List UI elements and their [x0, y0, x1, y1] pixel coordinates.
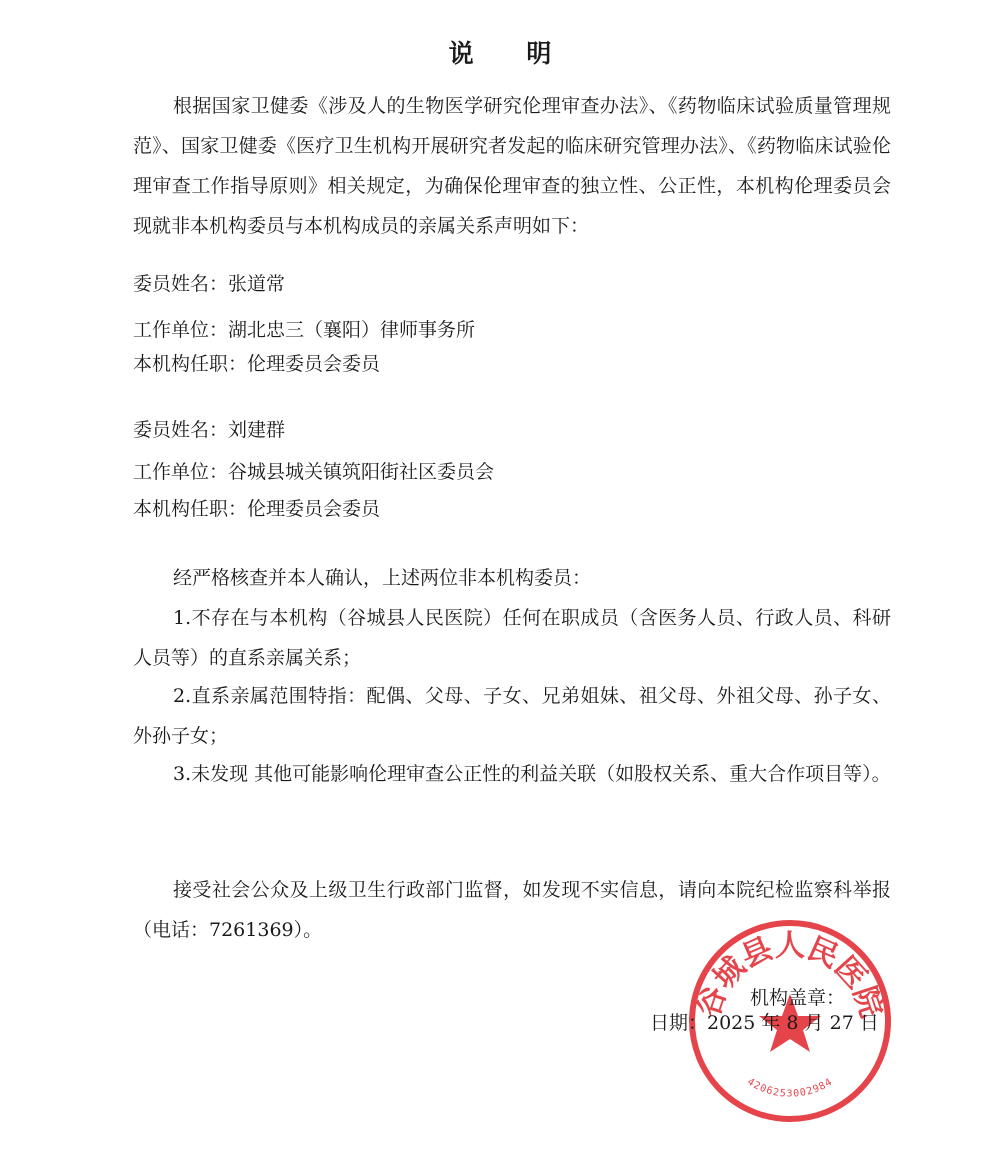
member-2-name: 委员姓名：刘建群: [133, 419, 286, 441]
member-1-unit: 工作单位：湖北忠三（襄阳）律师事务所: [133, 319, 476, 341]
item-3: 3.未发现 其他可能影响伦理审查公正性的利益关联（如股权关系、重大合作项目等）。: [173, 763, 891, 785]
member-2-role: 本机构任职：伦理委员会委员: [133, 498, 381, 520]
item-2: 2.直系亲属范围特指：配偶、父母、子女、兄弟姐妹、祖父母、外祖父母、孙子女、外孙子女；: [133, 685, 891, 747]
stamp-label: 机构盖章：: [750, 987, 846, 1009]
seal-name-text: 谷城县人民医院: [691, 928, 889, 1022]
page-title: 说 明: [448, 39, 574, 68]
date-line: 日期：2025 年 8 月 27 日: [650, 1012, 879, 1034]
confirm-intro: 经严格核查并本人确认，上述两位非本机构委员：: [173, 567, 592, 589]
member-1-name: 委员姓名：张道常: [133, 273, 286, 295]
supervision-paragraph: 接受社会公众及上级卫生行政部门监督，如发现不实信息，请向本院纪检监察科举报（电话：7261369）。: [133, 879, 891, 941]
seal-code-text: 4206253002984: [745, 1076, 835, 1100]
item-1: 1.不存在与本机构（谷城县人民医院）任何在职成员（含医务人员、行政人员、科研人员等）的直系亲属关系；: [133, 607, 891, 669]
intro-paragraph: 根据国家卫健委《涉及人的生物医学研究伦理审查办法》、《药物临床试验质量管理规范》、国家卫健委《医疗卫生机构开展研究者发起的临床研究管理办法》、《药物临床试验伦理审查工作指导原则》相关规定，为确保伦理审查的独立性、公正性，本机构伦理委员会现就非本机构委员与本机构成员的亲属关系声明如下：: [133, 95, 891, 237]
member-2-unit: 工作单位：谷城县城关镇筑阳街社区委员会: [133, 461, 495, 483]
member-1-role: 本机构任职：伦理委员会委员: [133, 353, 381, 375]
